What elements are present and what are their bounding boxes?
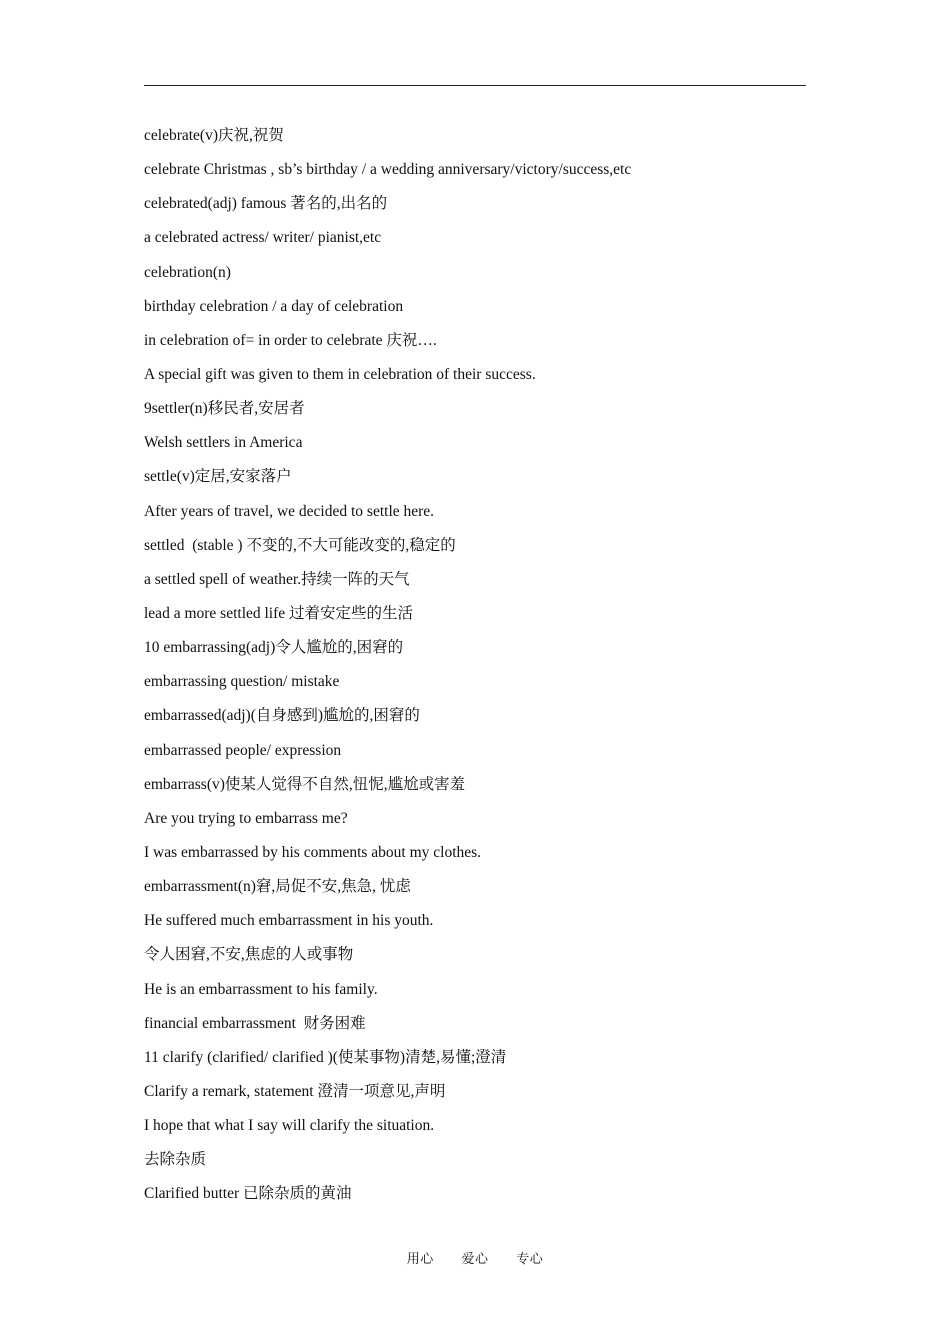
page-footer — [0, 1248, 950, 1267]
text-line: He is an embarrassment to his family. — [144, 980, 378, 998]
text-line: Welsh settlers in America — [144, 434, 303, 452]
text-line: a settled spell of weather.持续一阵的天气 — [144, 570, 410, 588]
text-line: embarrass(v)使某人觉得不自然,忸怩,尴尬或害羞 — [144, 775, 466, 793]
text-line: settle(v)定居,安家落户 — [144, 468, 292, 486]
footer-word: 专心 — [516, 1251, 544, 1266]
text-line: A special gift was given to them in celebration of their success. — [144, 365, 536, 383]
footer-word: 爱心 — [461, 1251, 489, 1266]
text-line: financial embarrassment 财务困难 — [144, 1014, 366, 1032]
text-line: celebration(n) — [144, 263, 231, 281]
text-line: 9settler(n)移民者,安居者 — [144, 400, 305, 418]
text-line: I was embarrassed by his comments about my clothes. — [144, 843, 482, 861]
text-line: After years of travel, we decided to settle here. — [144, 502, 435, 520]
text-line: 去除杂质 — [144, 1151, 207, 1169]
text-line: 11 clarify (clarified/ clarified )(使某事物)清楚,易懂;澄清 — [144, 1048, 507, 1066]
text-line: embarrassing question/ mistake — [144, 673, 340, 691]
text-line: celebrate Christmas , sb’s birthday / a wedding anniversary/victory/success,etc — [144, 161, 632, 179]
text-line: Clarified butter 已除杂质的黄油 — [144, 1185, 352, 1203]
text-line: lead a more settled life 过着安定些的生活 — [144, 604, 414, 622]
text-line: celebrate(v)庆祝,祝贺 — [144, 127, 284, 144]
text-line: I hope that what I say will clarify the situation. — [144, 1117, 435, 1135]
text-line: embarrassed(adj)(自身感到)尴尬的,困窘的 — [144, 707, 420, 725]
text-line: celebrated(adj) famous 著名的,出名的 — [144, 195, 388, 213]
text-line: embarrassed people/ expression — [144, 741, 342, 759]
text-line: 10 embarrassing(adj)令人尴尬的,困窘的 — [144, 639, 404, 657]
text-line: a celebrated actress/ writer/ pianist,etc — [144, 229, 382, 247]
footer-word: 用心 — [406, 1251, 434, 1266]
text-line: Are you trying to embarrass me? — [144, 809, 348, 827]
text-line: in celebration of= in order to celebrate 庆祝…. — [144, 331, 437, 349]
text-line: 令人困窘,不安,焦虑的人或事物 — [144, 946, 354, 964]
text-line: settled (stable ) 不变的,不大可能改变的,稳定的 — [144, 536, 456, 554]
text-line: birthday celebration / a day of celebration — [144, 297, 404, 315]
document-body — [144, 124, 824, 1217]
header-rule — [144, 85, 806, 86]
text-line: Clarify a remark, statement 澄清一项意见,声明 — [144, 1082, 446, 1100]
text-line: embarrassment(n)窘,局促不安,焦急, 忧虑 — [144, 878, 411, 896]
text-line: He suffered much embarrassment in his youth. — [144, 912, 434, 930]
